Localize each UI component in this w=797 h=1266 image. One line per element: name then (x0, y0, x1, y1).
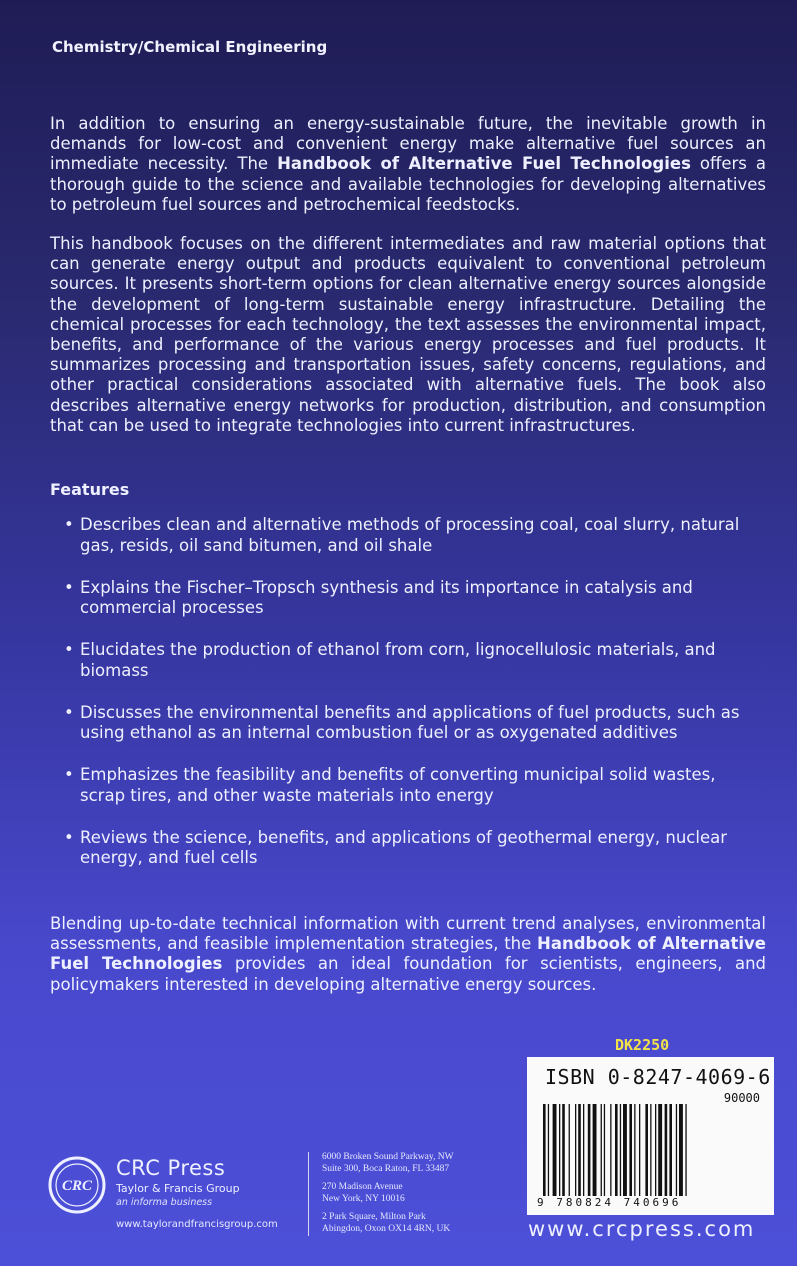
dk-code: DK2250 (615, 1036, 670, 1054)
intro-text-end: offers a thorough guide to the science and available technologies for developing alternatives to petroleum fuel sources and petrochemical feedstocks. (50, 154, 766, 214)
address-block (322, 1212, 522, 1235)
address-block (322, 1182, 522, 1205)
crc-logo-text: CRC (61, 1178, 93, 1194)
feature-item: • Elucidates the production of ethanol from corn, lignocellulosic materials, and biomass (62, 640, 762, 681)
features-list (62, 515, 762, 890)
publisher-group: Taylor & Francis Group (116, 1182, 240, 1195)
intro-paragraph (50, 114, 766, 215)
category-label: Chemistry/Chemical Engineering (52, 38, 328, 56)
address-line: New York, NY 10016 (322, 1193, 405, 1204)
feature-item: • Describes clean and alternative methods of processing coal, coal slurry, natural gas, resids, oil sand bitumen, and oil shale (62, 515, 762, 556)
address-line: 270 Madison Avenue (322, 1182, 403, 1192)
address-block (322, 1152, 522, 1175)
website-link[interactable]: www.crcpress.com (528, 1217, 756, 1241)
barcode-icon (543, 1104, 758, 1196)
publisher-url[interactable]: www.taylorandfrancisgroup.com (116, 1219, 278, 1230)
closing-paragraph (50, 914, 766, 995)
feature-item: • Discusses the environmental benefits and applications of fuel products, such as using ethanol as an internal combustion fuel or as oxygenated additives (62, 703, 762, 744)
address-line: 2 Park Square, Milton Park (322, 1212, 426, 1222)
publisher-tagline: an informa business (116, 1197, 213, 1208)
closing-text-start: Blending up-to-date technical information with current trend analyses, environmental assessments, and feasible implementation strategies, the (50, 914, 766, 954)
address-line: Abingdon, Oxon OX14 4RN, UK (322, 1223, 451, 1234)
closing-text-end: provides an ideal foundation for scientists, engineers, and policymakers interested in developing alternative energy sources. (50, 954, 766, 994)
address-line: 6000 Broken Sound Parkway, NW (322, 1152, 454, 1162)
isbn-label: ISBN 0-8247-4069-6 (545, 1065, 771, 1089)
publisher-name: CRC Press (116, 1156, 226, 1180)
publisher-brand (116, 1156, 240, 1208)
feature-item: • Explains the Fischer–Tropsch synthesis and its importance in catalysis and commercial processes (62, 578, 762, 619)
price-code: 90000 (723, 1091, 760, 1105)
features-heading: Features (50, 480, 130, 499)
address-line: Suite 300, Boca Raton, FL 33487 (322, 1163, 450, 1174)
crc-logo-icon (48, 1156, 106, 1214)
feature-item: • Reviews the science, benefits, and applications of geothermal energy, nuclear energy, and fuel cells (62, 828, 762, 869)
isbn-digits: 9 780824 740696 (537, 1196, 682, 1209)
intro-text-start: In addition to ensuring an energy-sustainable future, the inevitable growth in demands for low-cost and convenient energy make alternative fuel sources an immediate necessity. The (50, 114, 766, 174)
address-divider (308, 1152, 309, 1236)
barcode-panel (527, 1057, 774, 1215)
intro-book-title: Handbook of Alternative Fuel Technologies (277, 154, 691, 174)
closing-book-title: Handbook of Alternative Fuel Technologies (50, 934, 766, 974)
focus-paragraph: This handbook focuses on the different intermediates and raw material options that can generate energy output and products equivalent to conventional petroleum sources. It presents short-term options for clean alternative energy sources alongside the development of long-term sustainable energy infrastructure. Detailing the chemical processes for each technology, the text assesses the environmental impact, benefits, and performance of the various energy processes and fuel products. It summarizes processing and transportation issues, safety concerns, regulations, and other practical considerations associated with alternative fuels. The book also describes alternative energy networks for production, distribution, and consumption that can be used to integrate technologies into current infrastructures. (50, 234, 766, 435)
feature-item: • Emphasizes the feasibility and benefits of converting municipal solid wastes, scrap tires, and other waste materials into energy (62, 765, 762, 806)
